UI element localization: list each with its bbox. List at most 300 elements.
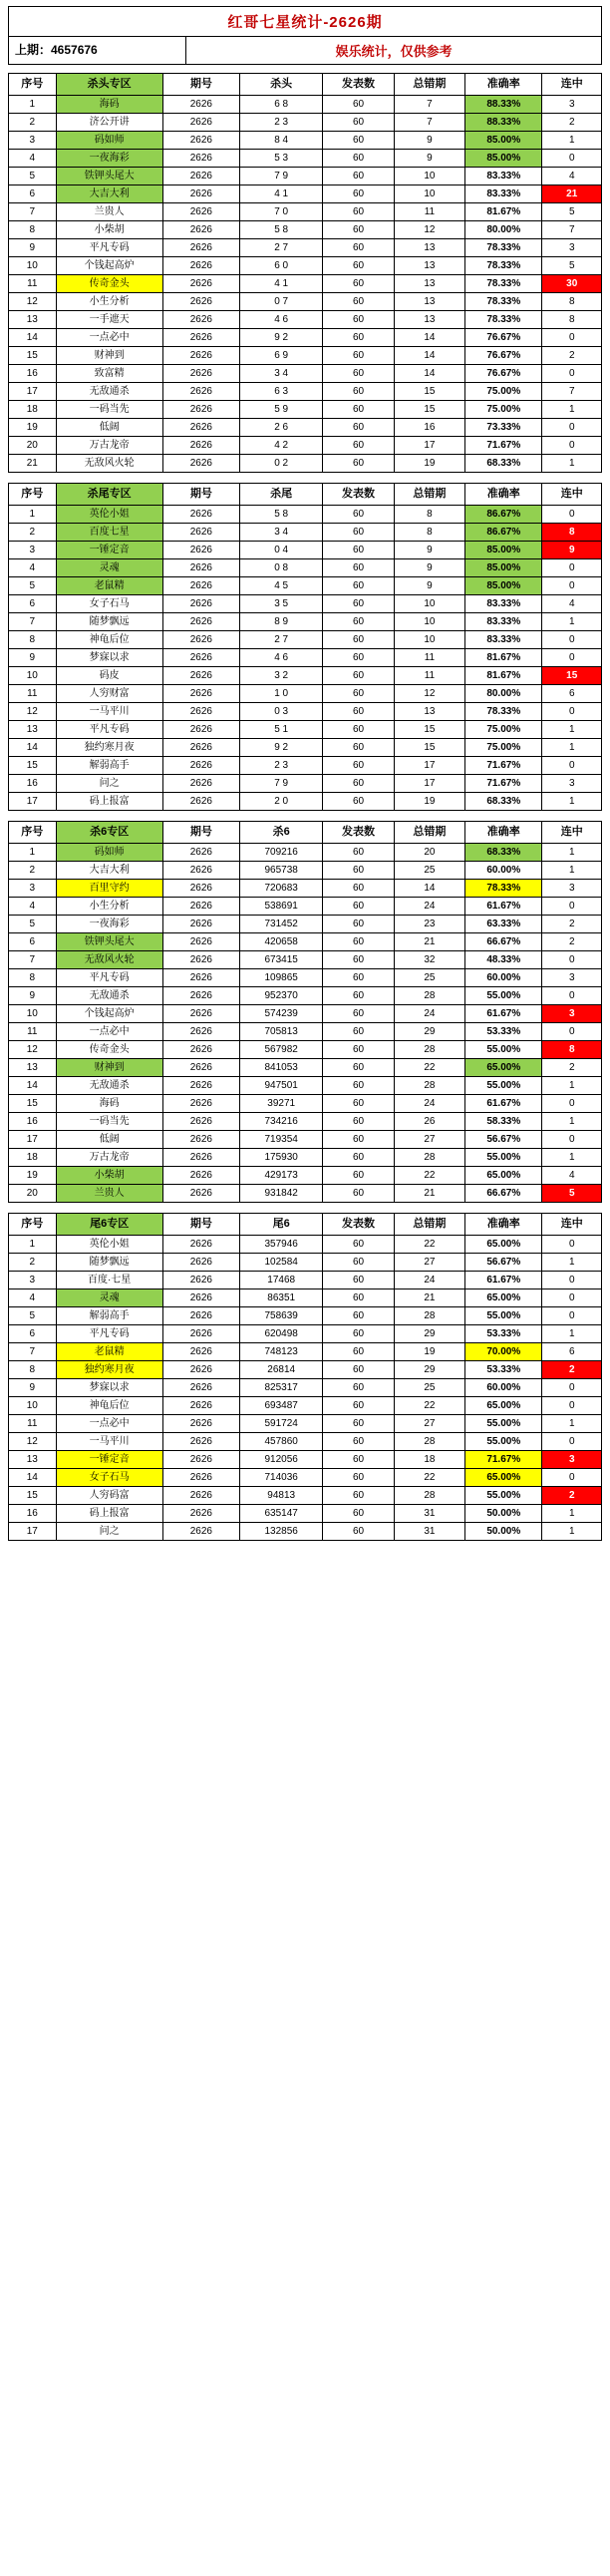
accuracy-rate: 71.67%: [465, 1451, 542, 1469]
column-header: 总错期: [394, 1214, 464, 1236]
table-row: [9, 649, 602, 667]
period-number: 2626: [162, 1307, 239, 1325]
period-number: 2626: [162, 542, 239, 559]
prediction-value: 947501: [240, 1077, 323, 1095]
period-number: 2626: [162, 1343, 239, 1361]
error-count: 22: [394, 1059, 464, 1077]
error-count: 8: [394, 524, 464, 542]
period-number: 2626: [162, 185, 239, 203]
period-number: 2626: [162, 793, 239, 811]
consecutive-hits: 1: [542, 1523, 602, 1541]
expert-name[interactable]: 解弱高手: [56, 757, 162, 775]
expert-name[interactable]: 传奇金头: [56, 1041, 162, 1059]
publish-count: 60: [323, 1505, 394, 1523]
expert-name[interactable]: 海码: [56, 1095, 162, 1113]
prediction-value: 6 9: [240, 347, 323, 365]
table-header-row: [9, 1214, 602, 1236]
error-count: 28: [394, 1149, 464, 1167]
expert-name[interactable]: 随梦飘远: [56, 1254, 162, 1272]
publish-count: 60: [323, 1149, 394, 1167]
row-index: 13: [9, 1059, 57, 1077]
accuracy-rate: 75.00%: [465, 739, 542, 757]
publish-count: 60: [323, 916, 394, 933]
error-count: 24: [394, 1272, 464, 1289]
consecutive-hits: 0: [542, 365, 602, 383]
accuracy-rate: 55.00%: [465, 987, 542, 1005]
expert-name[interactable]: 海码: [56, 96, 162, 114]
accuracy-rate: 70.00%: [465, 1343, 542, 1361]
prediction-value: 0 2: [240, 455, 323, 473]
table-row: [9, 132, 602, 150]
prediction-value: 7 9: [240, 168, 323, 185]
period-number: 2626: [162, 275, 239, 293]
error-count: 31: [394, 1505, 464, 1523]
publish-count: 60: [323, 1325, 394, 1343]
accuracy-rate: 78.33%: [465, 311, 542, 329]
prediction-value: 39271: [240, 1095, 323, 1113]
error-count: 13: [394, 239, 464, 257]
table-row: [9, 1254, 602, 1272]
prediction-value: 912056: [240, 1451, 323, 1469]
publish-count: 60: [323, 1185, 394, 1203]
accuracy-rate: 85.00%: [465, 132, 542, 150]
prediction-value: 3 5: [240, 595, 323, 613]
row-index: 15: [9, 1487, 57, 1505]
expert-name[interactable]: 平凡专码: [56, 1325, 162, 1343]
prediction-value: 2 7: [240, 239, 323, 257]
accuracy-rate: 53.33%: [465, 1325, 542, 1343]
expert-name[interactable]: 个钱起高炉: [56, 257, 162, 275]
consecutive-hits: 1: [542, 613, 602, 631]
expert-name[interactable]: 个钱起高炉: [56, 1005, 162, 1023]
expert-name[interactable]: 大吉大利: [56, 185, 162, 203]
prediction-value: 714036: [240, 1469, 323, 1487]
prediction-value: 673415: [240, 951, 323, 969]
table-row: [9, 383, 602, 401]
expert-name[interactable]: 灵魂: [56, 1289, 162, 1307]
accuracy-rate: 60.00%: [465, 969, 542, 987]
table-row: [9, 1415, 602, 1433]
publish-count: 60: [323, 577, 394, 595]
accuracy-rate: 78.33%: [465, 703, 542, 721]
accuracy-rate: 63.33%: [465, 916, 542, 933]
column-header: 尾6: [240, 1214, 323, 1236]
error-count: 24: [394, 1005, 464, 1023]
table-row: [9, 455, 602, 473]
row-index: 16: [9, 365, 57, 383]
prediction-value: 132856: [240, 1523, 323, 1541]
expert-name[interactable]: 小柴胡: [56, 221, 162, 239]
period-number: 2626: [162, 239, 239, 257]
column-header: 序号: [9, 822, 57, 844]
expert-name[interactable]: 万古龙帝: [56, 1149, 162, 1167]
period-number: 2626: [162, 1325, 239, 1343]
prediction-value: 5 9: [240, 401, 323, 419]
publish-count: 60: [323, 667, 394, 685]
row-index: 12: [9, 1433, 57, 1451]
row-index: 5: [9, 1307, 57, 1325]
accuracy-rate: 71.67%: [465, 757, 542, 775]
prediction-value: 5 1: [240, 721, 323, 739]
expert-name[interactable]: 百里守约: [56, 880, 162, 898]
consecutive-hits: 0: [542, 987, 602, 1005]
period-number: 2626: [162, 685, 239, 703]
table-row: [9, 96, 602, 114]
expert-name[interactable]: 码皮: [56, 667, 162, 685]
column-header: 序号: [9, 1214, 57, 1236]
expert-name[interactable]: 济公开讲: [56, 114, 162, 132]
accuracy-rate: 65.00%: [465, 1469, 542, 1487]
consecutive-hits: 2: [542, 1059, 602, 1077]
expert-name[interactable]: 一点必中: [56, 329, 162, 347]
expert-name[interactable]: 无敌通杀: [56, 383, 162, 401]
row-index: 1: [9, 96, 57, 114]
accuracy-rate: 83.33%: [465, 613, 542, 631]
prediction-value: 8 4: [240, 132, 323, 150]
expert-name[interactable]: 老鼠精: [56, 1343, 162, 1361]
publish-count: 60: [323, 524, 394, 542]
expert-name[interactable]: 财神到: [56, 1059, 162, 1077]
expert-name[interactable]: 平凡专码: [56, 969, 162, 987]
accuracy-rate: 81.67%: [465, 203, 542, 221]
expert-name[interactable]: 神龟后位: [56, 1397, 162, 1415]
expert-name[interactable]: 小柴胡: [56, 1167, 162, 1185]
publish-count: 60: [323, 168, 394, 185]
expert-name[interactable]: 梦寐以求: [56, 1379, 162, 1397]
table-row: [9, 951, 602, 969]
expert-name[interactable]: 无敌风火轮: [56, 455, 162, 473]
period-number: 2626: [162, 739, 239, 757]
publish-count: 60: [323, 1041, 394, 1059]
consecutive-hits: 3: [542, 880, 602, 898]
publish-count: 60: [323, 951, 394, 969]
error-count: 19: [394, 455, 464, 473]
expert-name[interactable]: 低阔: [56, 419, 162, 437]
period-number: 2626: [162, 1397, 239, 1415]
accuracy-rate: 75.00%: [465, 401, 542, 419]
prediction-value: 9 2: [240, 739, 323, 757]
prediction-value: 7 9: [240, 775, 323, 793]
expert-name[interactable]: 小生分析: [56, 898, 162, 916]
error-count: 10: [394, 631, 464, 649]
consecutive-hits: 2: [542, 1361, 602, 1379]
publish-count: 60: [323, 721, 394, 739]
period-number: 2626: [162, 1023, 239, 1041]
expert-name[interactable]: 平凡专码: [56, 721, 162, 739]
accuracy-rate: 55.00%: [465, 1487, 542, 1505]
consecutive-hits: 0: [542, 1397, 602, 1415]
prediction-value: 4 1: [240, 275, 323, 293]
period-number: 2626: [162, 257, 239, 275]
error-count: 11: [394, 649, 464, 667]
consecutive-hits: 3: [542, 1451, 602, 1469]
row-index: 5: [9, 916, 57, 933]
expert-name[interactable]: 铁钾头尾大: [56, 933, 162, 951]
accuracy-rate: 76.67%: [465, 365, 542, 383]
expert-name[interactable]: 致富精: [56, 365, 162, 383]
expert-name[interactable]: 女子石马: [56, 595, 162, 613]
accuracy-rate: 61.67%: [465, 898, 542, 916]
expert-name[interactable]: 独约寒月夜: [56, 1361, 162, 1379]
accuracy-rate: 88.33%: [465, 114, 542, 132]
consecutive-hits: 1: [542, 793, 602, 811]
accuracy-rate: 50.00%: [465, 1523, 542, 1541]
error-count: 31: [394, 1523, 464, 1541]
expert-name[interactable]: 灵魂: [56, 559, 162, 577]
consecutive-hits: 2: [542, 1487, 602, 1505]
prediction-value: 5 8: [240, 506, 323, 524]
expert-name[interactable]: 无敌风火轮: [56, 951, 162, 969]
expert-name[interactable]: 兰贵人: [56, 203, 162, 221]
column-header: 连中: [542, 1214, 602, 1236]
expert-name[interactable]: 码如师: [56, 132, 162, 150]
period-number: 2626: [162, 1095, 239, 1113]
accuracy-rate: 60.00%: [465, 1379, 542, 1397]
expert-name[interactable]: 神龟后位: [56, 631, 162, 649]
accuracy-rate: 61.67%: [465, 1095, 542, 1113]
prediction-value: 1 0: [240, 685, 323, 703]
row-index: 2: [9, 524, 57, 542]
consecutive-hits: 1: [542, 1077, 602, 1095]
publish-count: 60: [323, 114, 394, 132]
accuracy-rate: 78.33%: [465, 275, 542, 293]
prediction-value: 8 9: [240, 613, 323, 631]
expert-name[interactable]: 铁钾头尾大: [56, 168, 162, 185]
expert-name[interactable]: 解弱高手: [56, 1307, 162, 1325]
prediction-value: 709216: [240, 844, 323, 862]
table-row: [9, 969, 602, 987]
period-number: 2626: [162, 933, 239, 951]
publish-count: 60: [323, 203, 394, 221]
stats-table-shatou: [8, 73, 602, 473]
row-index: 2: [9, 114, 57, 132]
row-index: 13: [9, 311, 57, 329]
expert-name[interactable]: 兰贵人: [56, 1185, 162, 1203]
error-count: 32: [394, 951, 464, 969]
error-count: 13: [394, 257, 464, 275]
expert-name[interactable]: 百度·七星: [56, 1272, 162, 1289]
consecutive-hits: 4: [542, 595, 602, 613]
publish-count: 60: [323, 1379, 394, 1397]
row-index: 12: [9, 293, 57, 311]
expert-name[interactable]: 女子石马: [56, 1469, 162, 1487]
consecutive-hits: 7: [542, 383, 602, 401]
error-count: 28: [394, 1041, 464, 1059]
expert-name[interactable]: 一码当先: [56, 1113, 162, 1131]
expert-name[interactable]: 大吉大利: [56, 862, 162, 880]
table-row: [9, 1505, 602, 1523]
error-count: 29: [394, 1023, 464, 1041]
expert-name[interactable]: 老鼠精: [56, 577, 162, 595]
period-number: 2626: [162, 1059, 239, 1077]
publish-count: 60: [323, 1095, 394, 1113]
period-number: 2626: [162, 1415, 239, 1433]
expert-name[interactable]: 低阔: [56, 1131, 162, 1149]
error-count: 19: [394, 793, 464, 811]
prediction-value: 17468: [240, 1272, 323, 1289]
publish-count: 60: [323, 311, 394, 329]
expert-name[interactable]: 码上报富: [56, 1505, 162, 1523]
row-index: 1: [9, 506, 57, 524]
consecutive-hits: 0: [542, 1023, 602, 1041]
period-number: 2626: [162, 1451, 239, 1469]
prediction-value: 2 3: [240, 757, 323, 775]
column-header: 杀头专区: [56, 74, 162, 96]
accuracy-rate: 61.67%: [465, 1005, 542, 1023]
column-header: 准确率: [465, 1214, 542, 1236]
publish-count: 60: [323, 1059, 394, 1077]
error-count: 27: [394, 1415, 464, 1433]
row-index: 2: [9, 1254, 57, 1272]
table-row: [9, 1361, 602, 1379]
expert-name[interactable]: 一马平川: [56, 703, 162, 721]
expert-name[interactable]: 随梦飘远: [56, 613, 162, 631]
period-number: 2626: [162, 1379, 239, 1397]
table-row: [9, 329, 602, 347]
error-count: 13: [394, 311, 464, 329]
period-number: 2626: [162, 721, 239, 739]
expert-name[interactable]: 人穷码富: [56, 1487, 162, 1505]
period-number: 2626: [162, 1149, 239, 1167]
publish-count: 60: [323, 1131, 394, 1149]
consecutive-hits: 7: [542, 221, 602, 239]
table-row: [9, 898, 602, 916]
expert-name[interactable]: 一码当先: [56, 401, 162, 419]
expert-name[interactable]: 一点必中: [56, 1415, 162, 1433]
stats-table-wei6: [8, 1213, 602, 1541]
expert-name[interactable]: 一马平川: [56, 1433, 162, 1451]
expert-name[interactable]: 无敌通杀: [56, 1077, 162, 1095]
publish-count: 60: [323, 631, 394, 649]
table-row: [9, 203, 602, 221]
prediction-value: 0 3: [240, 703, 323, 721]
publish-count: 60: [323, 649, 394, 667]
prediction-value: 420658: [240, 933, 323, 951]
prediction-value: 4 6: [240, 311, 323, 329]
error-count: 21: [394, 1185, 464, 1203]
expert-name[interactable]: 财神到: [56, 347, 162, 365]
expert-name[interactable]: 独约寒月夜: [56, 739, 162, 757]
consecutive-hits: 0: [542, 1095, 602, 1113]
consecutive-hits: 3: [542, 96, 602, 114]
period-number: 2626: [162, 1254, 239, 1272]
accuracy-rate: 66.67%: [465, 933, 542, 951]
row-index: 15: [9, 347, 57, 365]
consecutive-hits: 4: [542, 1167, 602, 1185]
period-number: 2626: [162, 221, 239, 239]
consecutive-hits: 5: [542, 1185, 602, 1203]
error-count: 28: [394, 1487, 464, 1505]
expert-name[interactable]: 一锤定音: [56, 1451, 162, 1469]
period-number: 2626: [162, 365, 239, 383]
expert-name[interactable]: 梦寐以求: [56, 649, 162, 667]
row-index: 17: [9, 793, 57, 811]
table-row: [9, 1451, 602, 1469]
expert-name[interactable]: 传奇金头: [56, 275, 162, 293]
consecutive-hits: 1: [542, 1505, 602, 1523]
table-row: [9, 757, 602, 775]
period-number: 2626: [162, 168, 239, 185]
error-count: 28: [394, 987, 464, 1005]
publish-count: 60: [323, 1254, 394, 1272]
expert-name[interactable]: 一手遮天: [56, 311, 162, 329]
expert-name[interactable]: 一锤定音: [56, 542, 162, 559]
expert-name[interactable]: 一点必中: [56, 1023, 162, 1041]
expert-name[interactable]: 平凡专码: [56, 239, 162, 257]
expert-name[interactable]: 百度七星: [56, 524, 162, 542]
error-count: 9: [394, 542, 464, 559]
column-header: 准确率: [465, 74, 542, 96]
expert-name[interactable]: 码上报富: [56, 793, 162, 811]
table-row: [9, 987, 602, 1005]
row-index: 6: [9, 1325, 57, 1343]
publish-count: 60: [323, 685, 394, 703]
expert-name[interactable]: 万古龙帝: [56, 437, 162, 455]
table-row: [9, 1167, 602, 1185]
accuracy-rate: 68.33%: [465, 793, 542, 811]
expert-name[interactable]: 问之: [56, 1523, 162, 1541]
row-index: 6: [9, 933, 57, 951]
prediction-value: 429173: [240, 1167, 323, 1185]
table-row: [9, 933, 602, 951]
prediction-value: 720683: [240, 880, 323, 898]
expert-name[interactable]: 码如师: [56, 844, 162, 862]
accuracy-rate: 55.00%: [465, 1415, 542, 1433]
column-header: 杀6专区: [56, 822, 162, 844]
error-count: 10: [394, 185, 464, 203]
table-row: [9, 1325, 602, 1343]
period-number: 2626: [162, 577, 239, 595]
column-header: 连中: [542, 74, 602, 96]
publish-count: 60: [323, 1523, 394, 1541]
error-count: 22: [394, 1469, 464, 1487]
accuracy-rate: 50.00%: [465, 1505, 542, 1523]
row-index: 15: [9, 1095, 57, 1113]
row-index: 9: [9, 239, 57, 257]
notice-text: 娱乐统计，仅供参考: [335, 44, 453, 59]
error-count: 22: [394, 1397, 464, 1415]
row-index: 7: [9, 613, 57, 631]
column-header: 杀头: [240, 74, 323, 96]
expert-name[interactable]: 一夜海彩: [56, 916, 162, 933]
expert-name[interactable]: 一夜海彩: [56, 150, 162, 168]
table-row: [9, 916, 602, 933]
consecutive-hits: 1: [542, 1254, 602, 1272]
period-number: 2626: [162, 1041, 239, 1059]
error-count: 15: [394, 739, 464, 757]
error-count: 14: [394, 365, 464, 383]
expert-name[interactable]: 问之: [56, 775, 162, 793]
row-index: 16: [9, 1113, 57, 1131]
expert-name[interactable]: 小生分析: [56, 293, 162, 311]
expert-name[interactable]: 人穷财富: [56, 685, 162, 703]
error-count: 12: [394, 685, 464, 703]
error-count: 27: [394, 1254, 464, 1272]
consecutive-hits: 0: [542, 1469, 602, 1487]
error-count: 25: [394, 1379, 464, 1397]
expert-name[interactable]: 英伦小姐: [56, 506, 162, 524]
accuracy-rate: 71.67%: [465, 437, 542, 455]
expert-name[interactable]: 英伦小姐: [56, 1236, 162, 1254]
row-index: 3: [9, 1272, 57, 1289]
column-header: 期号: [162, 822, 239, 844]
period-number: 2626: [162, 347, 239, 365]
stats-table-sha6: [8, 821, 602, 1203]
column-header: 发表数: [323, 74, 394, 96]
row-index: 8: [9, 221, 57, 239]
consecutive-hits: 6: [542, 1343, 602, 1361]
expert-name[interactable]: 无敌通杀: [56, 987, 162, 1005]
